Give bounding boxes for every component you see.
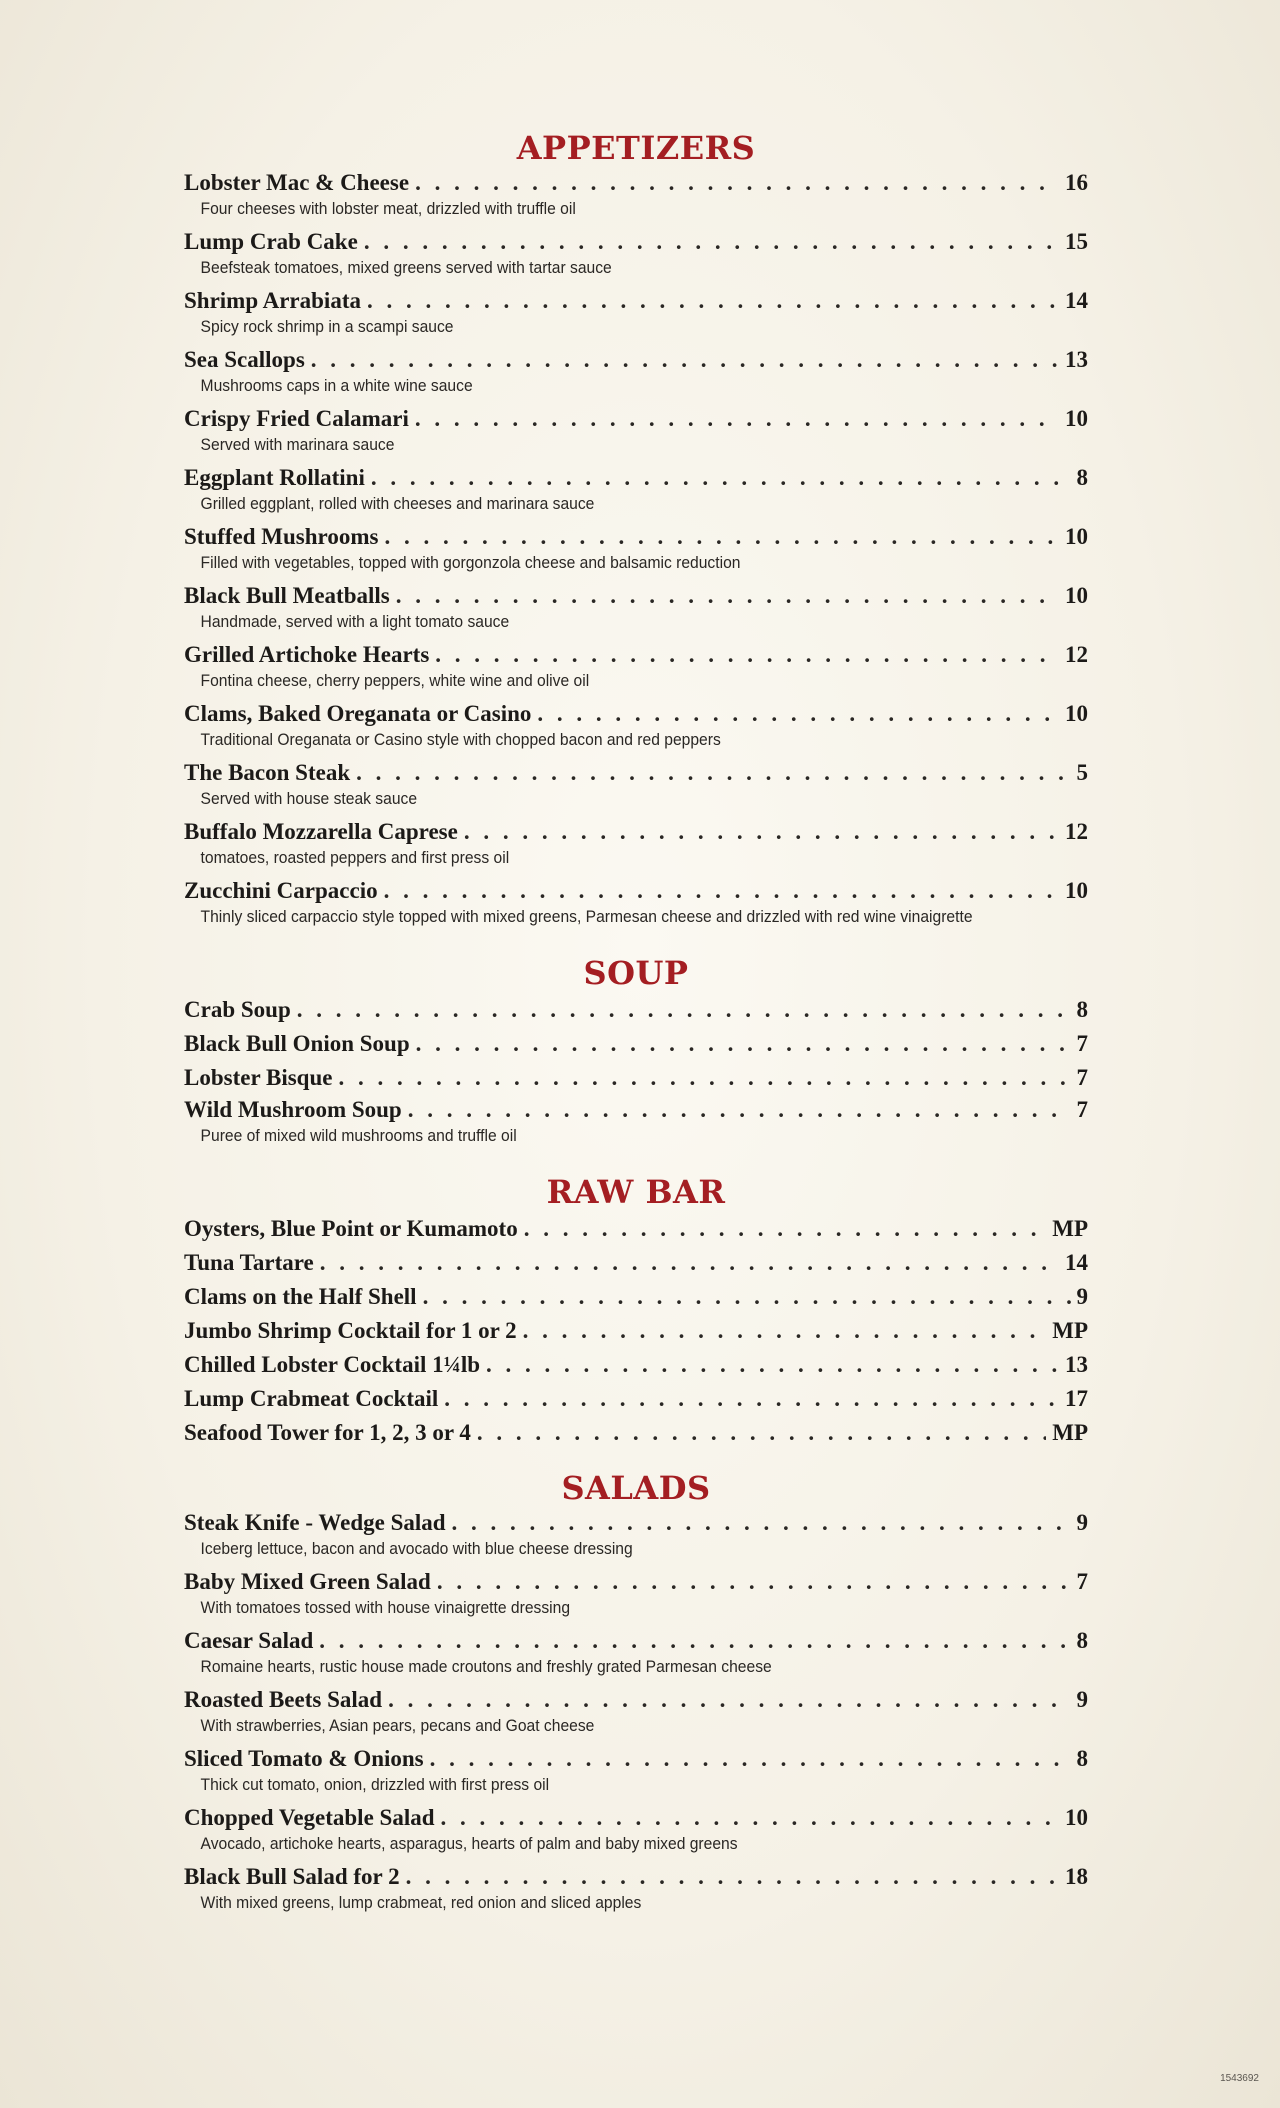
- menu-item-line: [184, 345, 1088, 375]
- menu-section-soup: [184, 953, 1088, 1154]
- item-price: 7: [1076, 1569, 1088, 1594]
- menu-item-line: [184, 522, 1088, 552]
- menu-item-line: [184, 758, 1088, 788]
- menu-item: [184, 1803, 1088, 1862]
- item-description: Served with house steak sauce: [200, 789, 418, 808]
- menu: [184, 128, 1088, 1939]
- item-name: Black Bull Onion Soup: [184, 1031, 410, 1056]
- item-name: Crab Soup: [184, 997, 291, 1022]
- dot-leader: [384, 522, 1059, 552]
- item-description: Grilled eggplant, rolled with cheeses and marinara sauce: [200, 494, 595, 513]
- item-price: MP: [1052, 1420, 1088, 1445]
- item-name: Buffalo Mozzarella Caprese: [184, 819, 458, 844]
- menu-item-line: [184, 1095, 1088, 1125]
- menu-item-line: [184, 463, 1088, 493]
- item-name: Chilled Lobster Cocktail 1¼lb: [184, 1352, 481, 1377]
- menu-item-line: [184, 1803, 1088, 1833]
- dot-leader: [356, 758, 1070, 788]
- menu-item: [184, 1246, 1088, 1280]
- item-price: 13: [1065, 1352, 1088, 1377]
- footer-code: 1543692: [1220, 2073, 1259, 2084]
- menu-item-line: [184, 168, 1088, 198]
- item-name: Black Bull Meatballs: [184, 583, 390, 608]
- menu-item: [184, 1685, 1088, 1744]
- item-price: 10: [1065, 524, 1088, 549]
- dot-leader: [486, 1348, 1059, 1382]
- dot-leader: [384, 876, 1059, 906]
- item-name: Zucchini Carpaccio: [184, 878, 378, 903]
- menu-item-line: [184, 1567, 1088, 1597]
- item-price: 7: [1076, 1031, 1088, 1056]
- menu-item: [184, 1027, 1088, 1061]
- menu-item: [184, 1508, 1088, 1567]
- dot-leader: [367, 286, 1059, 316]
- menu-item-line: [184, 1280, 1088, 1314]
- item-price: 12: [1065, 819, 1088, 844]
- section-title: APPETIZERS: [516, 129, 756, 167]
- menu-item-line: [184, 1061, 1088, 1095]
- menu-item: [184, 1348, 1088, 1382]
- menu-item: [184, 640, 1088, 699]
- item-price: 10: [1065, 1805, 1088, 1830]
- item-description: Traditional Oreganata or Casino style with chopped bacon and red peppers: [200, 730, 721, 749]
- menu-item: [184, 1280, 1088, 1314]
- dot-leader: [364, 227, 1059, 257]
- dot-leader: [452, 1508, 1071, 1538]
- menu-item-line: [184, 876, 1088, 906]
- item-price: 8: [1076, 1628, 1088, 1653]
- item-description: Handmade, served with a light tomato sauce: [200, 612, 510, 631]
- item-name: Chopped Vegetable Salad: [184, 1805, 435, 1830]
- item-price: MP: [1052, 1216, 1088, 1241]
- menu-item-line: [184, 1212, 1088, 1246]
- menu-item-line: [184, 1416, 1088, 1450]
- menu-item-line: [184, 1626, 1088, 1656]
- section-title: RAW BAR: [546, 1173, 726, 1211]
- menu-section-appetizers: [184, 128, 1088, 935]
- dot-leader: [319, 1626, 1070, 1656]
- menu-item-line: [184, 1862, 1088, 1892]
- dot-leader: [444, 1382, 1059, 1416]
- dot-leader: [297, 993, 1071, 1027]
- dot-leader: [338, 1061, 1070, 1095]
- item-price: 10: [1065, 406, 1088, 431]
- dot-leader: [406, 1862, 1059, 1892]
- menu-item: [184, 1212, 1088, 1246]
- menu-item-line: [184, 1685, 1088, 1715]
- menu-item: [184, 1626, 1088, 1685]
- dot-leader: [523, 1314, 1047, 1348]
- dot-leader: [320, 1246, 1059, 1280]
- item-description: With mixed greens, lump crabmeat, red onion and sliced apples: [200, 1893, 642, 1912]
- menu-item: [184, 993, 1088, 1027]
- menu-item: [184, 1314, 1088, 1348]
- item-price: 13: [1065, 347, 1088, 372]
- menu-item: [184, 1862, 1088, 1921]
- item-name: Clams, Baked Oreganata or Casino: [184, 701, 532, 726]
- dot-leader: [396, 581, 1059, 611]
- menu-item-line: [184, 640, 1088, 670]
- item-description: Filled with vegetables, topped with gorgonzola cheese and balsamic reduction: [200, 553, 741, 572]
- menu-item: [184, 168, 1088, 227]
- item-name: Sea Scallops: [184, 347, 305, 372]
- dot-leader: [416, 1027, 1071, 1061]
- item-name: Sliced Tomato & Onions: [184, 1746, 424, 1771]
- dot-leader: [388, 1685, 1070, 1715]
- item-description: Romaine hearts, rustic house made croutons and freshly grated Parmesan cheese: [200, 1657, 772, 1676]
- menu-item-line: [184, 404, 1088, 434]
- item-name: Eggplant Rollatini: [184, 465, 365, 490]
- item-price: 8: [1076, 997, 1088, 1022]
- menu-item: [184, 876, 1088, 935]
- menu-item-line: [184, 817, 1088, 847]
- menu-item: [184, 227, 1088, 286]
- menu-item-line: [184, 993, 1088, 1027]
- item-price: 8: [1076, 1746, 1088, 1771]
- item-price: 5: [1076, 760, 1088, 785]
- item-description: Thick cut tomato, onion, drizzled with first press oil: [200, 1775, 550, 1794]
- item-description: With strawberries, Asian pears, pecans and Goat cheese: [200, 1716, 595, 1735]
- dot-leader: [437, 1567, 1071, 1597]
- item-price: 15: [1065, 229, 1088, 254]
- item-price: 8: [1076, 465, 1088, 490]
- item-price: 7: [1076, 1065, 1088, 1090]
- item-price: 12: [1065, 642, 1088, 667]
- menu-item: [184, 581, 1088, 640]
- item-price: 9: [1076, 1284, 1088, 1309]
- menu-item-line: [184, 699, 1088, 729]
- item-name: Lobster Bisque: [184, 1065, 333, 1090]
- item-description: With tomatoes tossed with house vinaigrette dressing: [200, 1598, 571, 1617]
- item-name: Jumbo Shrimp Cocktail for 1 or 2: [184, 1318, 517, 1343]
- item-name: Crispy Fried Calamari: [184, 406, 409, 431]
- dot-leader: [408, 1095, 1071, 1125]
- menu-item-line: [184, 1348, 1088, 1382]
- item-name: Stuffed Mushrooms: [184, 524, 379, 549]
- dot-leader: [477, 1416, 1046, 1450]
- menu-item: [184, 1095, 1088, 1154]
- item-name: The Bacon Steak: [184, 760, 351, 785]
- menu-item-line: [184, 1744, 1088, 1774]
- menu-item: [184, 1416, 1088, 1450]
- item-price: 16: [1065, 170, 1088, 195]
- menu-item: [184, 404, 1088, 463]
- item-name: Caesar Salad: [184, 1628, 314, 1653]
- item-price: 10: [1065, 583, 1088, 608]
- dot-leader: [415, 404, 1059, 434]
- menu-item-line: [184, 581, 1088, 611]
- menu-item-line: [184, 1382, 1088, 1416]
- item-description: Four cheeses with lobster meat, drizzled with truffle oil: [200, 199, 576, 218]
- menu-item-line: [184, 1508, 1088, 1538]
- dot-leader: [415, 168, 1059, 198]
- item-name: Shrimp Arrabiata: [184, 288, 361, 313]
- menu-item-line: [184, 1246, 1088, 1280]
- item-price: MP: [1052, 1318, 1088, 1343]
- item-description: Thinly sliced carpaccio style topped with mixed greens, Parmesan cheese and drizzled with red wine vinaigrette: [200, 907, 973, 926]
- item-name: Lobster Mac & Cheese: [184, 170, 410, 195]
- item-name: Seafood Tower for 1, 2, 3 or 4: [184, 1420, 471, 1445]
- menu-item: [184, 1744, 1088, 1803]
- menu-item: [184, 286, 1088, 345]
- item-description: Mushrooms caps in a white wine sauce: [200, 376, 473, 395]
- menu-item: [184, 758, 1088, 817]
- menu-section-raw-bar: [184, 1172, 1088, 1450]
- dot-leader: [524, 1212, 1047, 1246]
- menu-item: [184, 1061, 1088, 1095]
- menu-item: [184, 699, 1088, 758]
- dot-leader: [371, 463, 1071, 493]
- item-name: Tuna Tartare: [184, 1250, 314, 1275]
- item-price: 9: [1076, 1687, 1088, 1712]
- item-description: Fontina cheese, cherry peppers, white wine and olive oil: [200, 671, 590, 690]
- item-description: Served with marinara sauce: [200, 435, 395, 454]
- section-title: SOUP: [583, 954, 689, 992]
- item-price: 9: [1076, 1510, 1088, 1535]
- item-name: Black Bull Salad for 2: [184, 1864, 400, 1889]
- item-description: tomatoes, roasted peppers and first press oil: [200, 848, 510, 867]
- menu-item: [184, 1382, 1088, 1416]
- dot-leader: [537, 699, 1059, 729]
- item-name: Lump Crab Cake: [184, 229, 358, 254]
- menu-item-line: [184, 1314, 1088, 1348]
- dot-leader: [311, 345, 1059, 375]
- item-description: Avocado, artichoke hearts, asparagus, hearts of palm and baby mixed greens: [200, 1834, 738, 1853]
- item-name: Roasted Beets Salad: [184, 1687, 383, 1712]
- item-description: Beefsteak tomatoes, mixed greens served with tartar sauce: [200, 258, 612, 277]
- dot-leader: [441, 1803, 1059, 1833]
- dot-leader: [423, 1280, 1071, 1314]
- item-description: Iceberg lettuce, bacon and avocado with blue cheese dressing: [200, 1539, 633, 1558]
- item-name: Wild Mushroom Soup: [184, 1097, 402, 1122]
- item-price: 10: [1065, 701, 1088, 726]
- item-price: 7: [1076, 1097, 1088, 1122]
- item-price: 18: [1065, 1864, 1088, 1889]
- item-price: 14: [1065, 1250, 1088, 1275]
- item-description: Spicy rock shrimp in a scampi sauce: [200, 317, 454, 336]
- item-price: 14: [1065, 288, 1088, 313]
- menu-item: [184, 463, 1088, 522]
- menu-item: [184, 522, 1088, 581]
- menu-item: [184, 345, 1088, 404]
- menu-item: [184, 1567, 1088, 1626]
- item-name: Steak Knife - Wedge Salad: [184, 1510, 446, 1535]
- item-name: Clams on the Half Shell: [184, 1284, 417, 1309]
- item-price: 10: [1065, 878, 1088, 903]
- item-description: Puree of mixed wild mushrooms and truffle oil: [200, 1126, 517, 1145]
- menu-item-line: [184, 1027, 1088, 1061]
- menu-item-line: [184, 227, 1088, 257]
- item-name: Grilled Artichoke Hearts: [184, 642, 430, 667]
- menu-section-salads: [184, 1468, 1088, 1921]
- dot-leader: [435, 640, 1059, 670]
- menu-item: [184, 817, 1088, 876]
- menu-item-line: [184, 286, 1088, 316]
- dot-leader: [464, 817, 1059, 847]
- item-name: Baby Mixed Green Salad: [184, 1569, 431, 1594]
- section-title: SALADS: [561, 1469, 711, 1507]
- item-name: Oysters, Blue Point or Kumamoto: [184, 1216, 518, 1241]
- item-price: 17: [1065, 1386, 1088, 1411]
- item-name: Lump Crabmeat Cocktail: [184, 1386, 439, 1411]
- dot-leader: [430, 1744, 1071, 1774]
